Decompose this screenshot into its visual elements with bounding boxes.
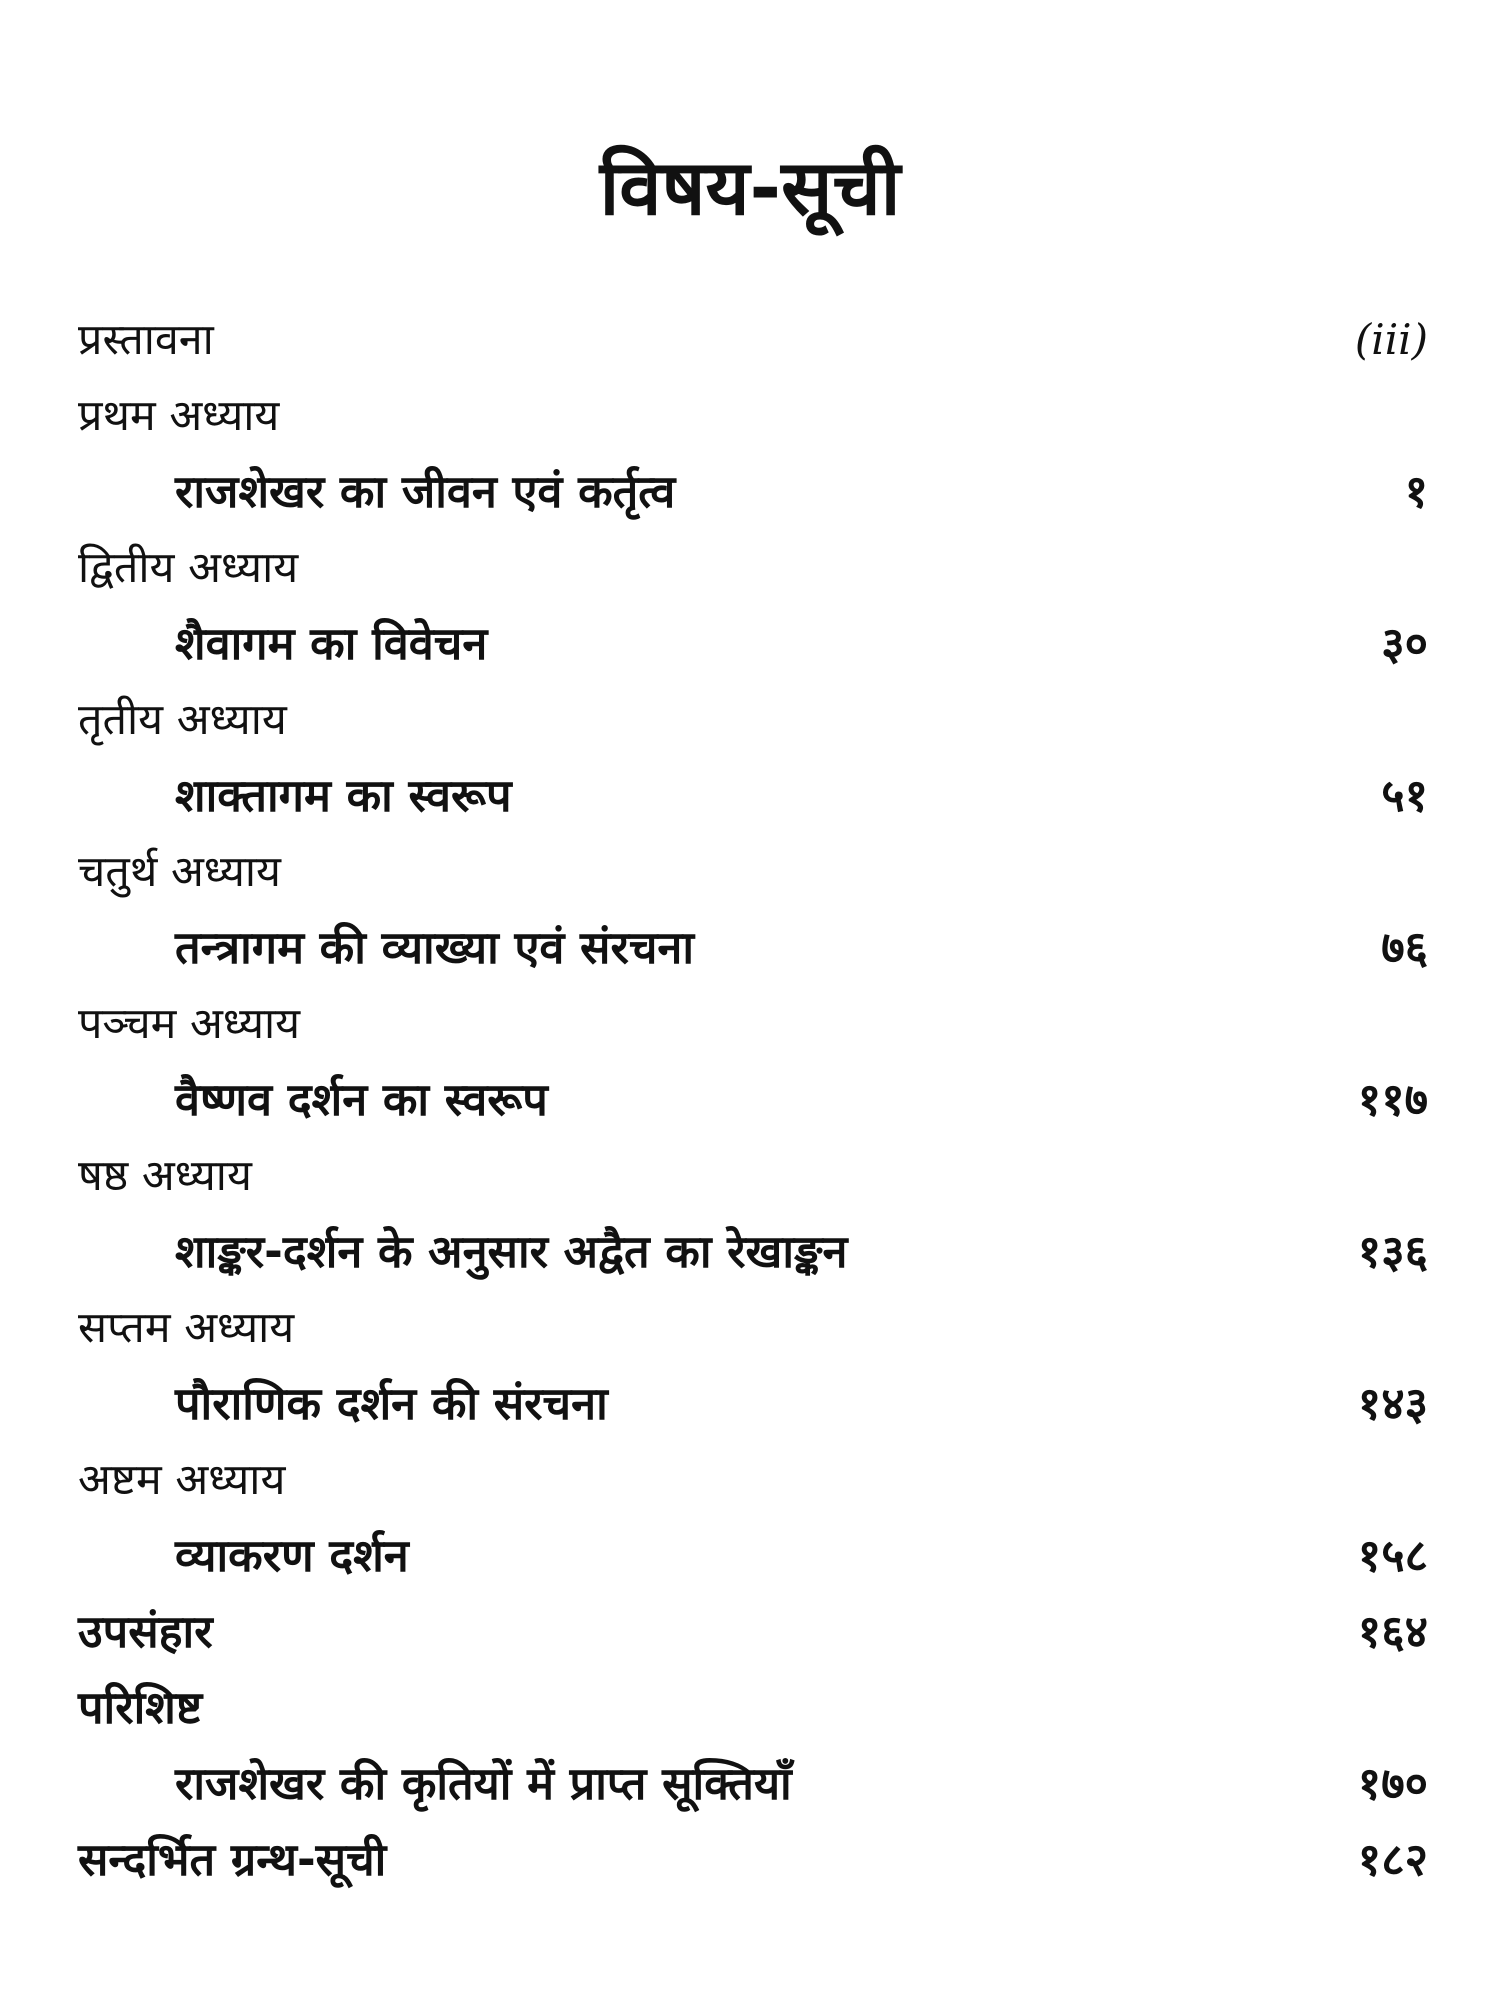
toc-entry-label: द्वितीय अध्याय xyxy=(78,543,299,593)
toc-chapter-heading xyxy=(0,682,1500,758)
toc-entry-label: पञ्चम अध्याय xyxy=(78,999,301,1049)
toc-entry xyxy=(0,1746,1500,1822)
toc-entry-label: उपसंहार xyxy=(78,1605,213,1658)
toc-entry xyxy=(0,1062,1500,1138)
toc-entry-label: प्रथम अध्याय xyxy=(78,391,280,441)
page-title: विषय-सूची xyxy=(599,143,901,232)
toc-entry-page: ५१ xyxy=(1381,769,1428,822)
toc-entry-page: १४३ xyxy=(1357,1377,1428,1430)
toc-chapter-heading xyxy=(0,834,1500,910)
toc-entry-page: १७० xyxy=(1357,1757,1428,1810)
toc-entry-label: चतुर्थ अध्याय xyxy=(78,847,281,897)
toc-entry xyxy=(0,1518,1500,1594)
toc-entry-label: शाङ्कर-दर्शन के अनुसार अद्वैत का रेखाङ्कन xyxy=(175,1225,848,1278)
toc-entry-page: १६४ xyxy=(1357,1605,1428,1658)
toc-entry-label: शाक्तागम का स्वरूप xyxy=(175,769,512,822)
toc-entry-page: ७६ xyxy=(1381,921,1428,974)
toc-entry-label: व्याकरण दर्शन xyxy=(175,1529,409,1582)
toc-chapter-heading xyxy=(0,378,1500,454)
toc-entry-label: परिशिष्ट xyxy=(78,1681,203,1734)
toc-entry-label: तृतीय अध्याय xyxy=(78,695,287,745)
toc-entry-label: अष्टम अध्याय xyxy=(78,1455,286,1505)
toc-entry-page: १ xyxy=(1404,465,1428,518)
toc-entry-preface xyxy=(0,302,1500,378)
toc-entry-label: प्रस्तावना xyxy=(78,315,214,365)
toc-chapter-heading xyxy=(0,986,1500,1062)
toc-chapter-heading xyxy=(0,1290,1500,1366)
toc-chapter-heading xyxy=(0,530,1500,606)
toc-entry xyxy=(0,1366,1500,1442)
toc-entry xyxy=(0,1214,1500,1290)
toc-entry-label: तन्त्रागम की व्याख्या एवं संरचना xyxy=(175,921,695,974)
toc-entry-conclusion xyxy=(0,1594,1500,1670)
toc-entry-label: सन्दर्भित ग्रन्थ-सूची xyxy=(78,1833,387,1886)
toc-entry-label: पौराणिक दर्शन की संरचना xyxy=(175,1377,608,1430)
toc-entry-page: (iii) xyxy=(1354,315,1428,364)
toc-entry-bibliography xyxy=(0,1822,1500,1898)
toc-chapter-heading xyxy=(0,1138,1500,1214)
toc-entry-label: राजशेखर का जीवन एवं कर्तृत्व xyxy=(175,465,676,518)
toc-chapter-heading xyxy=(0,1442,1500,1518)
toc-entry-page: १८२ xyxy=(1357,1833,1428,1886)
toc-entry-label: सप्तम अध्याय xyxy=(78,1303,295,1353)
toc-entry-page: १५८ xyxy=(1357,1529,1428,1582)
toc-entry-page: ३० xyxy=(1381,617,1428,670)
toc-entry-label: षष्ठ अध्याय xyxy=(78,1151,252,1201)
toc-entry xyxy=(0,910,1500,986)
toc-entry-page: ११७ xyxy=(1357,1073,1428,1126)
toc-entry-page: १३६ xyxy=(1357,1225,1428,1278)
toc-entry xyxy=(0,606,1500,682)
toc-entry-label: राजशेखर की कृतियों में प्राप्त सूक्तियाँ xyxy=(175,1757,792,1810)
toc-entry-label: शैवागम का विवेचन xyxy=(175,617,488,670)
toc-entry-appendix xyxy=(0,1670,1500,1746)
toc-entry xyxy=(0,454,1500,530)
toc-entry-label: वैष्णव दर्शन का स्वरूप xyxy=(175,1073,548,1126)
toc-entry xyxy=(0,758,1500,834)
